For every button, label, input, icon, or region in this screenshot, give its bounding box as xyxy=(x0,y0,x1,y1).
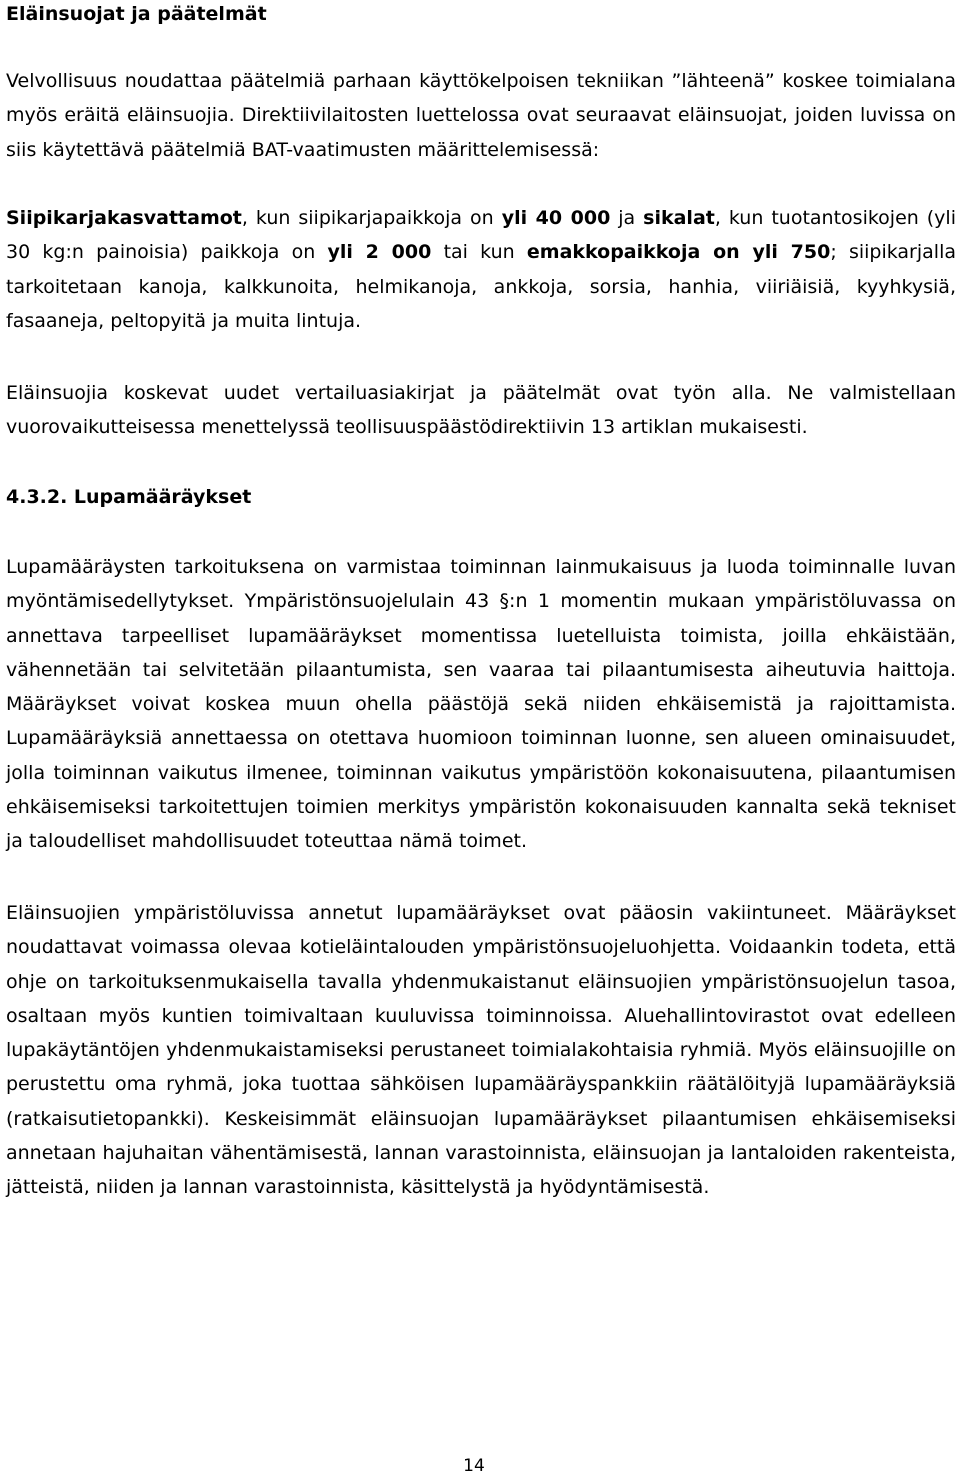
page-number: 14 xyxy=(463,1456,485,1476)
threshold-sows: emakkopaikkoja on yli 750 xyxy=(526,241,831,264)
threshold-poultry: yli 40 000 xyxy=(501,207,611,229)
term-poultry-farms: Siipikarjakasvattamot xyxy=(6,207,242,229)
paragraph-bref: Eläinsuojia koskevat uudet vertailuasiakirjat ja päätelmät ovat työn alla. Ne valmistellaan vuorovaikutteisessa menettelyssä teollisuuspäästödirektiivin 13 artiklan mukaisesti. xyxy=(6,382,956,439)
paragraph-text: tai kun xyxy=(431,241,527,264)
paragraph-facility-list xyxy=(6,201,956,338)
paragraph-text: ja xyxy=(610,207,644,229)
threshold-pigs: yli 2 000 xyxy=(327,241,432,264)
term-piggeries: sikalat xyxy=(643,207,715,229)
paragraph-text: , kun tuotantosikojen (yli 30 kg:n painoisia) paikkoja on xyxy=(6,207,956,264)
paragraph-permit-conditions: Lupamääräysten tarkoituksena on varmistaa toiminnan lainmukaisuus ja luoda toiminnalle luvan myöntämisedellytykset. Ympäristönsuojelulain 43 §:n 1 momentin mukaan ympäristöluvassa on annettava tarpeelliset lupamääräykset momentissa luetelluista toimista, joilla ehkäistään, vähennetään tai selvitetään pilaantumista, sen vaaraa tai pilaantumisesta aiheutuvia haittoja. Määräykset voivat koskea muun ohella päästöjä sekä niiden ehkäisemistä ja rajoittamista. Lupamääräyksiä annettaessa on otettava huomioon toiminnan luonne, sen alueen ominaisuudet, jolla toiminnan vaikutus ilmenee, toiminnan vaikutus ympäristöön kokonaisuutena, pilaantumisen ehkäisemiseksi tarkoitettujen toimien merkitys ympäristön kokonaisuuden kannalta sekä tekniset ja taloudelliset mahdollisuudet toteuttaa nämä toimet. xyxy=(6,556,956,853)
paragraph-animal-shelter-permits: Eläinsuojien ympäristöluvissa annetut lupamääräykset ovat pääosin vakiintuneet. Määräykset noudattavat voimassa olevaa kotieläintalouden ympäristönsuojeluohjetta. Voidaankin todeta, että ohje on tarkoituksenmukaisella tavalla yhdenmukaistanut eläinsuojien ympäristönsuojelun tasoa, osaltaan myös kuntien toimivaltaan kuuluvissa toiminnoissa. Aluehallintovirastot ovat edelleen lupakäytäntöjen yhdenmukaistamiseksi perustaneet toimialakohtaisia ryhmiä. Myös eläinsuojille on perustettu oma ryhmä, joka tuottaa sähköisen lupamääräyspankkiin räätälöityjä lupamääräyksiä (ratkaisutietopankki). Keskeisimmät eläinsuojan lupamääräykset pilaantumisen ehkäisemiseksi annetaan hajuhaitan vähentämisestä, lannan varastoinnista, eläinsuojan ja lantaloiden rakenteista, jätteistä, niiden ja lannan varastoinnista, käsittelystä ja hyödyntämisestä. xyxy=(6,902,956,1199)
paragraph-intro: Velvollisuus noudattaa päätelmiä parhaan käyttökelpoisen tekniikan ”lähteenä” koskee toimialana myös eräitä eläinsuojia. Direktiivilaitosten luettelossa ovat seuraavat eläinsuojat, joiden luvissa on siis käytettävä päätelmiä BAT-vaatimusten määrittelemisessä: xyxy=(6,70,956,161)
paragraph-text: , kun siipikarjapaikkoja on xyxy=(241,207,502,229)
paragraph-text: ; siipikarjalla tarkoitetaan kanoja, kalkkunoita, helmikanoja, ankkoja, sorsia, hanhia, viiriäisiä, kyyhkysiä, fasaaneja, peltopyitä ja muita lintuja. xyxy=(6,241,956,332)
section-title: Eläinsuojat ja päätelmät xyxy=(6,3,267,25)
subsection-title: 4.3.2. Lupamääräykset xyxy=(6,486,252,508)
